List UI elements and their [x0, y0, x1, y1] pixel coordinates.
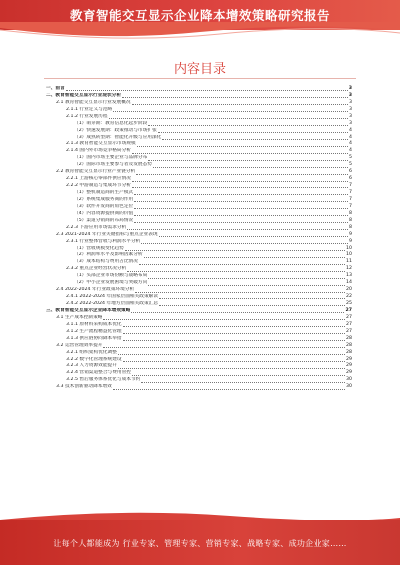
- toc-entry-title: 2.2.2 中游制造与集成环节分析: [66, 183, 131, 189]
- toc-entry[interactable]: [46, 128, 352, 135]
- toc-entry-title: 2.4.2 2022-2024 年地方层面相关政策汇总: [66, 301, 159, 307]
- toc-leader-dots: [139, 264, 345, 265]
- toc-entry-title: （1）国内市场主要企业与品牌分布: [74, 155, 148, 161]
- toc-entry-title: （3）成熟转型期：智能化升级与应用深化: [74, 134, 162, 140]
- toc-leader-dots: [122, 97, 348, 98]
- toc-entry-title: 2.3.1 行业整体营收与利润水平分析: [66, 238, 141, 244]
- toc-entry-title: 2.2.3 下游应用市场需求分析: [66, 224, 127, 230]
- toc-entry-title: 三、教育智能交互显示企业降本增效策略: [46, 307, 131, 313]
- toc-leader-dots: [153, 167, 348, 168]
- toc-leader-dots: [132, 375, 345, 376]
- toc-entry-title: 3.2.2 数字化管理系统建设: [66, 356, 122, 362]
- toc-leader-dots: [118, 368, 345, 369]
- toc-entry[interactable]: [46, 135, 352, 142]
- toc-leader-dots: [103, 319, 345, 320]
- toc-entry-title: 3.3 技术创新驱动降本增效: [56, 384, 112, 390]
- toc-entry[interactable]: [46, 162, 352, 169]
- toc-entry-title: 2.1.3 教育智能交互显示市场规模: [66, 141, 136, 147]
- toc-entry[interactable]: [46, 301, 352, 308]
- toc-entry-page: 3: [349, 106, 352, 112]
- footer-slogan: 让每个人都能成为 行业专家、管理专家、营销专家、战略专家、成功企业家……: [53, 539, 347, 548]
- toc-leader-dots: [137, 146, 348, 147]
- toc-leader-dots: [113, 389, 345, 390]
- toc-entry[interactable]: [46, 370, 352, 377]
- toc-leader-dots: [144, 257, 345, 258]
- toc-entry-title: 3.1.1 原材料采购成本优化: [66, 321, 122, 327]
- toc-entry-title: 2.4 2022-2024 年行业政策环境分析: [56, 287, 135, 293]
- toc-leader-dots: [159, 298, 345, 299]
- toc-entry-title: 2.3 2021-2024 年行业关键指标与重点企业表现: [56, 231, 158, 237]
- toc-leader-dots: [66, 90, 348, 91]
- toc-entry-page: 13: [346, 273, 352, 279]
- toc-leader-dots: [132, 104, 348, 105]
- toc-entry[interactable]: [46, 294, 352, 301]
- toc-entry-page: 6: [349, 176, 352, 182]
- toc-divider: [44, 78, 356, 79]
- toc-entry[interactable]: [46, 169, 352, 176]
- toc-entry-title: 3.2.1 组织架构优化调整: [66, 349, 117, 355]
- toc-title: 内容目录: [173, 62, 226, 77]
- toc-entry[interactable]: [46, 350, 352, 357]
- toc-entry[interactable]: [46, 246, 352, 253]
- toc-entry-page: 7: [349, 196, 352, 202]
- toc-entry-title: （2）快速发展期：政策推动与市场扩张: [74, 127, 157, 133]
- toc-entry-title: （3）软件开发商的角色定位: [74, 203, 134, 209]
- toc-entry[interactable]: [46, 218, 352, 225]
- toc-entry-page: 25: [346, 301, 352, 307]
- toc-entry[interactable]: [46, 336, 352, 343]
- toc-entry[interactable]: [46, 259, 352, 266]
- toc-entry[interactable]: [46, 329, 352, 336]
- toc-leader-dots: [136, 174, 348, 175]
- toc-leader-dots: [113, 111, 348, 112]
- toc-entry[interactable]: [46, 100, 352, 107]
- toc-entry-title: （1）整机制造商的生产模式: [74, 190, 134, 196]
- toc-entry-page: 28: [346, 335, 352, 341]
- toc-entry-page: 9: [349, 231, 352, 237]
- toc-entry-page: 3: [348, 92, 352, 98]
- toc-leader-dots: [123, 340, 345, 341]
- toc-entry-page: 28: [346, 342, 352, 348]
- toc-entry-title: 3.2.3 人力资源效能提升: [66, 363, 117, 369]
- toc-leader-dots: [103, 347, 345, 348]
- toc-entry-title: 3.2.5 售后服务体系优化与成本节约: [66, 377, 141, 383]
- toc-entry-page: 27: [346, 321, 352, 327]
- toc-entry[interactable]: [46, 384, 352, 391]
- toc-leader-dots: [123, 326, 345, 327]
- toc-leader-dots: [159, 236, 348, 237]
- toc-entry-title: 一、前言: [46, 85, 65, 91]
- toc-entry-page: 14: [346, 280, 352, 286]
- toc-entry-page: 29: [346, 363, 352, 369]
- toc-entry-page: 8: [349, 217, 352, 223]
- toc-leader-dots: [162, 139, 348, 140]
- toc-entry-page: 12: [346, 266, 352, 272]
- toc-entry-title: （2）系统集成服务商的作用: [74, 196, 134, 202]
- toc-entry-title: （1）营收规模变化趋势: [74, 245, 124, 251]
- toc-entry-title: 2.1.1 行业定义与范畴: [66, 106, 113, 112]
- toc-entry-page: 22: [346, 294, 352, 300]
- toc-leader-dots: [134, 208, 348, 209]
- toc-entry-page: 28: [346, 349, 352, 355]
- toc-entry[interactable]: [46, 197, 352, 204]
- toc-entry-page: 3: [349, 99, 352, 105]
- toc-leader-dots: [125, 250, 345, 251]
- toc-entry-page: 10: [346, 252, 352, 258]
- toc-entry[interactable]: [46, 308, 352, 315]
- toc-entry[interactable]: [46, 114, 352, 121]
- toc-entry[interactable]: [46, 211, 352, 218]
- toc-entry-page: 7: [349, 190, 352, 196]
- toc-entry-page: 7: [349, 203, 352, 209]
- toc-leader-dots: [148, 278, 345, 279]
- toc-entry-title: 2.2.1 上游核心零部件供应情况: [66, 176, 131, 182]
- toc-entry-title: 3.2.4 营销渠道整合与费用管控: [66, 370, 131, 376]
- toc-entry-page: 27: [345, 307, 352, 313]
- toc-entry-page: 8: [349, 224, 352, 230]
- toc-leader-dots: [134, 201, 348, 202]
- toc-entry-page: 4: [349, 148, 352, 154]
- toc-entry[interactable]: [46, 183, 352, 190]
- toc-entry[interactable]: [46, 107, 352, 114]
- toc-entry-page: 3: [349, 120, 352, 126]
- toc-entry[interactable]: [46, 364, 352, 371]
- toc-entry[interactable]: [46, 142, 352, 149]
- toc-entry-page: 3: [348, 85, 352, 91]
- toc-entry-title: （1）头部企业市场份额与战略布局: [74, 273, 148, 279]
- toc-entry-title: 2.1 教育智能交互显示行业发展概况: [56, 99, 131, 105]
- toc-entry[interactable]: [46, 343, 352, 350]
- toc-entry[interactable]: [46, 239, 352, 246]
- toc-leader-dots: [134, 194, 348, 195]
- toc-leader-dots: [148, 285, 345, 286]
- toc-leader-dots: [109, 118, 348, 119]
- toc-leader-dots: [135, 292, 345, 293]
- toc-leader-dots: [127, 229, 348, 230]
- toc-entry[interactable]: [46, 204, 352, 211]
- header-wave-decoration: [0, 22, 400, 44]
- toc-entry[interactable]: [46, 232, 352, 239]
- toc-entry-page: 27: [346, 314, 352, 320]
- toc-entry[interactable]: [46, 253, 352, 260]
- toc-entry-title: （2）国际市场主要参与者及发展态势: [74, 162, 152, 168]
- toc-entry[interactable]: [46, 190, 352, 197]
- toc-leader-dots: [123, 333, 345, 334]
- toc-entry-page: 5: [349, 155, 352, 161]
- toc-leader-dots: [131, 312, 344, 313]
- toc-entry-page: 8: [349, 210, 352, 216]
- toc-entry-page: 29: [346, 356, 352, 362]
- toc-entry-page: 20: [346, 287, 352, 293]
- toc-entry-title: 3.2 运营管理效率提升: [56, 342, 103, 348]
- toc-leader-dots: [148, 160, 348, 161]
- toc-leader-dots: [132, 153, 348, 154]
- toc-entry-title: 2.2 教育智能交互显示行业产业链分析: [56, 169, 136, 175]
- toc-entry-page: 29: [346, 370, 352, 376]
- toc-entry-title: （2）中小企业发展困境与突破方向: [74, 280, 148, 286]
- toc-entry[interactable]: [46, 93, 352, 100]
- toc-entry-page: 9: [349, 238, 352, 244]
- toc-entry-title: 2.3.2 重点企业经营状况分析: [66, 266, 127, 272]
- toc-leader-dots: [134, 215, 348, 216]
- toc-entry-title: （5）渠道分销商的布局情况: [74, 217, 134, 223]
- toc-leader-dots: [158, 132, 348, 133]
- toc-entry-title: （3）成本结构与费用占比情况: [74, 259, 138, 265]
- report-title: 教育智能交互显示企业降本增效策略研究报告: [69, 8, 330, 23]
- toc-entry[interactable]: [46, 322, 352, 329]
- toc-entry-page: 30: [346, 377, 352, 383]
- toc-leader-dots: [118, 354, 345, 355]
- toc-entry-title: 3.1 生产成本控制策略: [56, 314, 103, 320]
- toc-entry[interactable]: [46, 121, 352, 128]
- toc-entry[interactable]: [46, 377, 352, 384]
- toc-entry-page: 5: [349, 162, 352, 168]
- toc-leader-dots: [148, 125, 348, 126]
- toc-entry[interactable]: [46, 86, 352, 93]
- toc-entry-title: 2.4.1 2022-2024 年国家层面相关政策解读: [66, 294, 159, 300]
- toc-entry-title: （1）萌芽期：教育信息化起步阶段: [74, 120, 148, 126]
- toc-entry-page: 3: [349, 113, 352, 119]
- toc-entry-title: 二、教育智能交互显示行业现状分析: [46, 92, 122, 98]
- toc-entry-title: （4）内容资源提供商的价值: [74, 210, 134, 216]
- toc-entry-page: 27: [346, 328, 352, 334]
- toc-entry[interactable]: [46, 225, 352, 232]
- toc-entry[interactable]: [46, 176, 352, 183]
- toc-leader-dots: [132, 181, 348, 182]
- toc-entry[interactable]: [46, 155, 352, 162]
- toc-leader-dots: [134, 222, 348, 223]
- toc-leader-dots: [132, 187, 348, 188]
- toc-entry[interactable]: [46, 287, 352, 294]
- toc-leader-dots: [159, 305, 345, 306]
- toc-entry-page: 30: [346, 384, 352, 390]
- table-of-contents: [46, 86, 352, 506]
- toc-entry-page: 10: [346, 245, 352, 251]
- toc-entry-page: 11: [346, 259, 352, 265]
- toc-leader-dots: [141, 382, 345, 383]
- toc-entry-title: （2）利润率水平及影响因素分析: [74, 252, 143, 258]
- toc-entry[interactable]: [46, 280, 352, 287]
- toc-entry-title: 2.1.2 行业发展历程: [66, 113, 108, 119]
- toc-leader-dots: [123, 361, 345, 362]
- toc-entry-page: 7: [349, 183, 352, 189]
- toc-leader-dots: [141, 243, 348, 244]
- toc-leader-dots: [127, 271, 345, 272]
- toc-entry[interactable]: [46, 273, 352, 280]
- toc-entry[interactable]: [46, 315, 352, 322]
- toc-entry-page: 4: [349, 127, 352, 133]
- toc-entry-title: 3.1.2 生产流程精益化管理: [66, 328, 122, 334]
- toc-entry[interactable]: [46, 148, 352, 155]
- toc-entry[interactable]: [46, 357, 352, 364]
- toc-entry[interactable]: [46, 266, 352, 273]
- toc-entry-page: 4: [349, 134, 352, 140]
- toc-entry-page: 6: [349, 169, 352, 175]
- toc-entry-title: 3.1.3 供应链协同降本举措: [66, 335, 122, 341]
- toc-entry-title: 2.1.4 国内外市场竞争格局分析: [66, 148, 131, 154]
- toc-entry-page: 4: [349, 141, 352, 147]
